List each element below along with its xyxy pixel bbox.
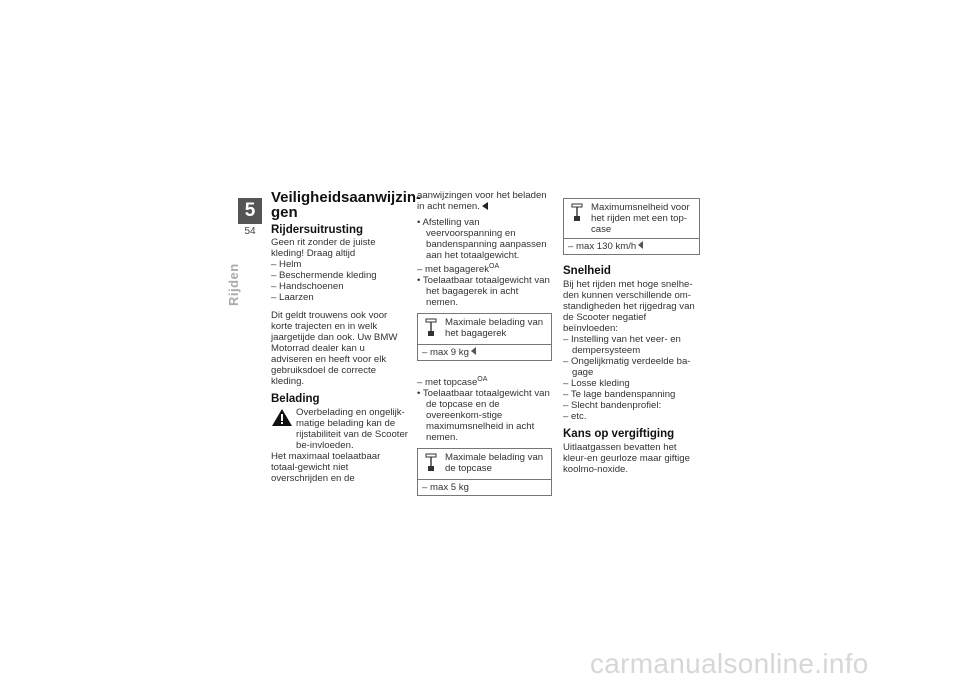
column-2 (417, 190, 552, 500)
subheading-speed: Snelheid (563, 265, 611, 277)
warning-icon (271, 408, 293, 427)
paragraph: Dit geldt trouwens ook voor korte trajecten en in welk jaargetijde dan ook. Uw BMW Motorrad dealer kan u adviseren en heeft voor elk gebruiksdoel de correcte kleding. (271, 310, 398, 387)
spec-value: – max 130 km/h (564, 238, 699, 254)
page-number: 54 (244, 226, 256, 237)
bullet-item: • Toelaatbaar totaalgewicht van de topcase en de overeenkom-stige maximumsnelheid in acht nemen. (417, 388, 550, 444)
spec-value: – max 9 kg (418, 344, 551, 360)
subheading-loading: Belading (271, 393, 320, 405)
spec-value: – max 5 kg (418, 479, 551, 495)
bullet-item: • Toelaatbaar totaalgewicht van het bagagerek in acht nemen. (417, 275, 550, 309)
column-1 (271, 189, 422, 484)
bullet-item: • Afstelling van veervoorspanning en bandenspanning aanpassen aan het totaalgewicht. (417, 217, 547, 261)
triangle-icon (638, 241, 643, 249)
column-3 (563, 198, 700, 475)
dash-item: – Te lage bandenspanning (563, 389, 676, 400)
spec-title: Maximale belading van het bagagerek (445, 317, 544, 340)
paragraph: aanwijzingen voor het beladen in acht nemen. (417, 190, 547, 212)
warning-note: Overbelading en ongelijk-matige belading kan de rijstabiliteit van de Scooter be-invloeden. (271, 407, 408, 451)
dash-item: – Ongelijkmatig verdeelde ba-gage (563, 356, 691, 378)
dash-item: – Slecht bandenprofiel: (563, 400, 662, 411)
dash-item: – Instelling van het veer- en dempersysteem (563, 334, 681, 356)
section-title: Veiligheidsaanwijzin-gen (271, 189, 422, 221)
spec-title: Maximumsnelheid voor het rijden met een top-case (591, 202, 690, 235)
dash-item: – Helm (271, 259, 302, 270)
spec-title: Maximale belading van de topcase (445, 452, 544, 475)
end-marker-icon (482, 202, 488, 210)
watermark: carmanualsonline.info (590, 648, 869, 679)
dash-item: – Losse kleding (563, 378, 630, 389)
weight-icon (425, 453, 437, 473)
triangle-icon (471, 347, 476, 355)
dash-item: – etc. (563, 411, 587, 422)
paragraph: Het maximaal toelaatbaar totaal-gewicht niet overschrijden en de (271, 451, 381, 484)
dash-item: – met bagagerek$^{OA}$ (417, 263, 500, 276)
paragraph: Uitlaatgassen bevatten het kleur-en geurloze maar giftige koolmo-noxide. (563, 442, 690, 475)
chapter-side-label: Rijden (226, 263, 241, 306)
dash-item: – Laarzen (271, 292, 314, 303)
dash-item: – Beschermende kleding (271, 270, 377, 281)
paragraph: Bij het rijden met hoge snelhe-den kunnen verschillende om-standigheden het rijgedrag van de Scooter negatief beïnvloeden: (563, 279, 695, 334)
weight-icon (425, 318, 437, 338)
weight-icon (571, 203, 583, 223)
spec-box-topcase (417, 448, 552, 496)
spec-box-luggage-rack (417, 313, 552, 361)
subheading-poisoning: Kans op vergiftiging (563, 428, 675, 440)
spec-box-max-speed (563, 198, 700, 255)
dash-item: – met topcase$^{OA}$ (417, 376, 488, 389)
paragraph: Geen rit zonder de juiste kleding! Draag altijd (271, 237, 376, 259)
dash-item: – Handschoenen (271, 281, 344, 292)
subheading-rider-gear: Rijdersuitrusting (271, 224, 364, 236)
chapter-number: 5 (238, 198, 262, 224)
